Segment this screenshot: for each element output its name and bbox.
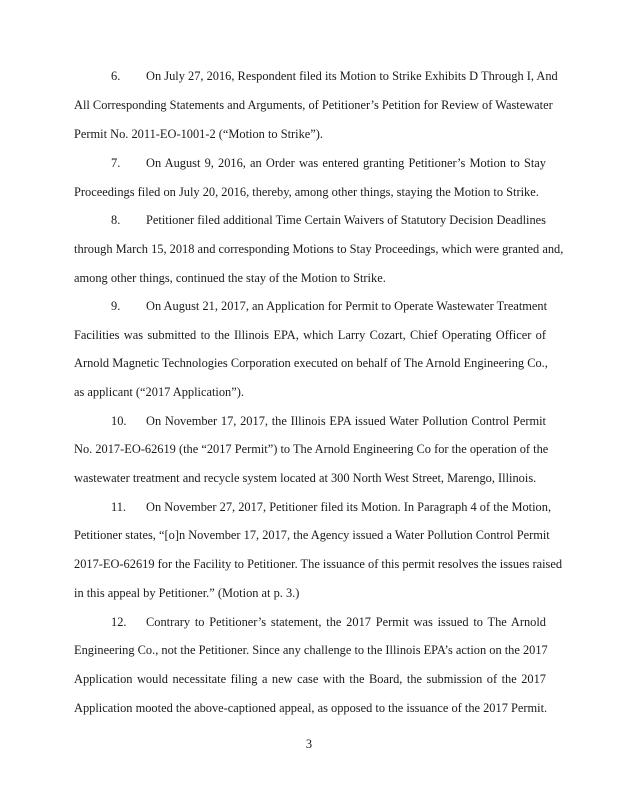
paragraph-number: 7. <box>111 156 121 170</box>
paragraph-number: 6. <box>111 69 121 83</box>
paragraph-number: 12. <box>111 615 127 629</box>
paragraph-number: 10. <box>111 414 127 428</box>
paragraph-6-line-3: Permit No. 2011-EO-1001-2 (“Motion to Strike”). <box>74 127 324 141</box>
paragraph-text: On August 9, 2016, an Order was entered granting Petitioner’s Motion to Stay <box>146 156 546 170</box>
paragraph-7-line-1 <box>74 155 546 171</box>
paragraph-12-line-3: Application would necessitate filing a new case with the Board, the submission of the 2017 <box>74 672 546 686</box>
paragraph-text: On August 21, 2017, an Application for Permit to Operate Wastewater Treatment <box>146 299 548 313</box>
paragraph-10-line-1 <box>74 413 546 429</box>
paragraph-8-line-1 <box>74 212 546 228</box>
paragraph-9-line-2: Facilities was submitted to the Illinois EPA, which Larry Cozart, Chief Operating Officer of <box>74 328 546 342</box>
paragraph-number: 9. <box>111 299 121 313</box>
paragraph-12-line-4: Application mooted the above-captioned appeal, as opposed to the issuance of the 2017 Permit. <box>74 701 548 715</box>
paragraph-11-line-2: Petitioner states, “[o]n November 17, 2017, the Agency issued a Water Pollution Control Permit <box>74 528 550 542</box>
paragraph-10-line-2: No. 2017-EO-62619 (the “2017 Permit”) to The Arnold Engineering Co for the operation of the <box>74 442 549 456</box>
paragraph-8-line-3: among other things, continued the stay of the Motion to Strike. <box>74 271 386 285</box>
paragraph-12-line-1 <box>74 614 546 630</box>
paragraph-9-line-1 <box>74 298 546 314</box>
paragraph-9-line-3: Arnold Magnetic Technologies Corporation executed on behalf of The Arnold Engineering Co., <box>74 356 548 370</box>
paragraph-11-line-3: 2017-EO-62619 for the Facility to Petitioner. The issuance of this permit resolves the issues raised <box>74 557 563 571</box>
paragraph-11-line-4: in this appeal by Petitioner.” (Motion at p. 3.) <box>74 586 300 600</box>
paragraph-text: On November 17, 2017, the Illinois EPA issued Water Pollution Control Permit <box>146 414 546 428</box>
paragraph-7-line-2: Proceedings filed on July 20, 2016, thereby, among other things, staying the Motion to Strike. <box>74 185 539 199</box>
page-number: 3 <box>305 737 313 751</box>
paragraph-11-line-1 <box>74 499 552 515</box>
paragraph-number: 11. <box>111 500 127 514</box>
paragraph-12-line-2: Engineering Co., not the Petitioner. Since any challenge to the Illinois EPA’s action on the 2017 <box>74 643 548 657</box>
paragraph-10-line-3: wastewater treatment and recycle system located at 300 North West Street, Marengo, Illinois. <box>74 471 537 485</box>
paragraph-number: 8. <box>111 213 121 227</box>
paragraph-8-line-2: through March 15, 2018 and corresponding Motions to Stay Proceedings, which were granted and, <box>74 242 564 256</box>
paragraph-text: On November 27, 2017, Petitioner filed its Motion. In Paragraph 4 of the Motion, <box>146 500 552 514</box>
paragraph-text: Contrary to Petitioner’s statement, the 2017 Permit was issued to The Arnold <box>146 615 546 629</box>
paragraph-6-line-2: All Corresponding Statements and Arguments, of Petitioner’s Petition for Review of Wastewater <box>74 98 553 112</box>
paragraph-text: On July 27, 2016, Respondent filed its Motion to Strike Exhibits D Through I, And <box>146 69 558 83</box>
paragraph-6-line-1 <box>74 68 558 84</box>
paragraph-9-line-4: as applicant (“2017 Application”). <box>74 385 244 399</box>
paragraph-text: Petitioner filed additional Time Certain Waivers of Statutory Decision Deadlines <box>146 213 546 227</box>
